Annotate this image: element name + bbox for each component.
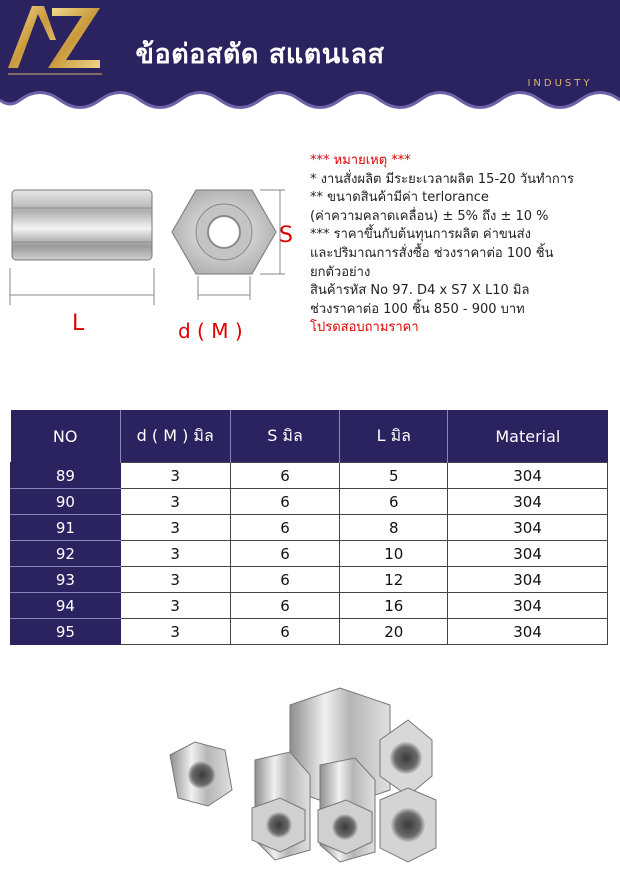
table-header-row (11, 410, 608, 463)
cell-thread: 3 (120, 489, 230, 515)
cell-material: 304 (448, 593, 608, 619)
column-header-thread: d ( M ) มิล (120, 410, 230, 463)
cell-material: 304 (448, 619, 608, 645)
note-line: (ค่าความคลาดเคลื่อน) ± 5% ถึง ± 10 % (310, 208, 549, 224)
cell-no: 94 (11, 593, 121, 619)
cell-no: 91 (11, 515, 121, 541)
cell-material: 304 (448, 463, 608, 489)
nut-front-right (380, 788, 436, 862)
table-row (11, 567, 608, 593)
nut-middle (252, 752, 310, 860)
thread-label: d ( M ) (178, 319, 243, 343)
note-line: ** ขนาดสินค้ามีค่า terlorance (310, 190, 489, 206)
table-row (11, 619, 608, 645)
cell-material: 304 (448, 515, 608, 541)
spec-table (10, 410, 608, 645)
table-row (11, 593, 608, 619)
cell-no: 89 (11, 463, 121, 489)
table-row (11, 515, 608, 541)
notes-heading: *** หมายเหตุ *** (310, 153, 411, 168)
cell-size: 6 (230, 619, 340, 645)
nut-small-left (170, 742, 232, 806)
cell-material: 304 (448, 541, 608, 567)
logo-subtitle: INDUSTY (527, 78, 593, 89)
size-label: S (279, 223, 293, 248)
notes-block (310, 152, 615, 338)
cell-thread: 3 (120, 593, 230, 619)
cell-thread: 3 (120, 567, 230, 593)
cell-size: 6 (230, 541, 340, 567)
side-view-nut (12, 190, 152, 260)
note-line: ยกตัวอย่าง (310, 264, 371, 280)
cell-size: 6 (230, 515, 340, 541)
cell-length: 5 (340, 463, 448, 489)
cell-length: 10 (340, 541, 448, 567)
note-line: *** ราคาขึ้นกับต้นทุนการผลิต ค่าขนส่ง (310, 227, 531, 243)
table-row (11, 489, 608, 515)
cell-size: 6 (230, 463, 340, 489)
column-header-no: NO (11, 410, 121, 463)
column-header-size: S มิล (230, 410, 340, 463)
cell-size: 6 (230, 567, 340, 593)
cell-no: 95 (11, 619, 121, 645)
front-view-nut (172, 190, 276, 274)
note-line: * งานสั่งผลิต มีระยะเวลาผลิต 15-20 วันทำการ (310, 171, 575, 187)
header-banner (0, 0, 620, 120)
cell-length: 16 (340, 593, 448, 619)
table-row (11, 541, 608, 567)
column-header-length: L มิล (340, 410, 448, 463)
cell-no: 93 (11, 567, 121, 593)
cell-size: 6 (230, 489, 340, 515)
cell-thread: 3 (120, 541, 230, 567)
cell-no: 90 (11, 489, 121, 515)
note-line: และปริมาณการสั่งซื้อ ช่วงราคาต่อ 100 ชิ้น (310, 245, 554, 261)
page-title: ข้อต่อสตัด สแตนเลส (135, 39, 385, 70)
length-label: L (72, 311, 85, 336)
cell-no: 92 (11, 541, 121, 567)
nut-right-middle (318, 758, 375, 862)
cell-size: 6 (230, 593, 340, 619)
cell-length: 6 (340, 489, 448, 515)
product-photo (140, 680, 510, 877)
cell-thread: 3 (120, 463, 230, 489)
dimension-diagram (0, 150, 300, 360)
note-line: ช่วงราคาต่อ 100 ชิ้น 850 - 900 บาท (310, 301, 525, 317)
cell-thread: 3 (120, 515, 230, 541)
az-logo (0, 0, 110, 90)
note-line: สินค้ารหัส No 97. D4 x S7 X L10 มิล (310, 283, 530, 299)
table-row (11, 463, 608, 489)
cell-material: 304 (448, 567, 608, 593)
column-header-material: Material (448, 410, 608, 463)
cell-thread: 3 (120, 619, 230, 645)
cell-length: 12 (340, 567, 448, 593)
contact-note: โปรดสอบถามราคา (310, 320, 419, 336)
cell-material: 304 (448, 489, 608, 515)
cell-length: 20 (340, 619, 448, 645)
cell-length: 8 (340, 515, 448, 541)
